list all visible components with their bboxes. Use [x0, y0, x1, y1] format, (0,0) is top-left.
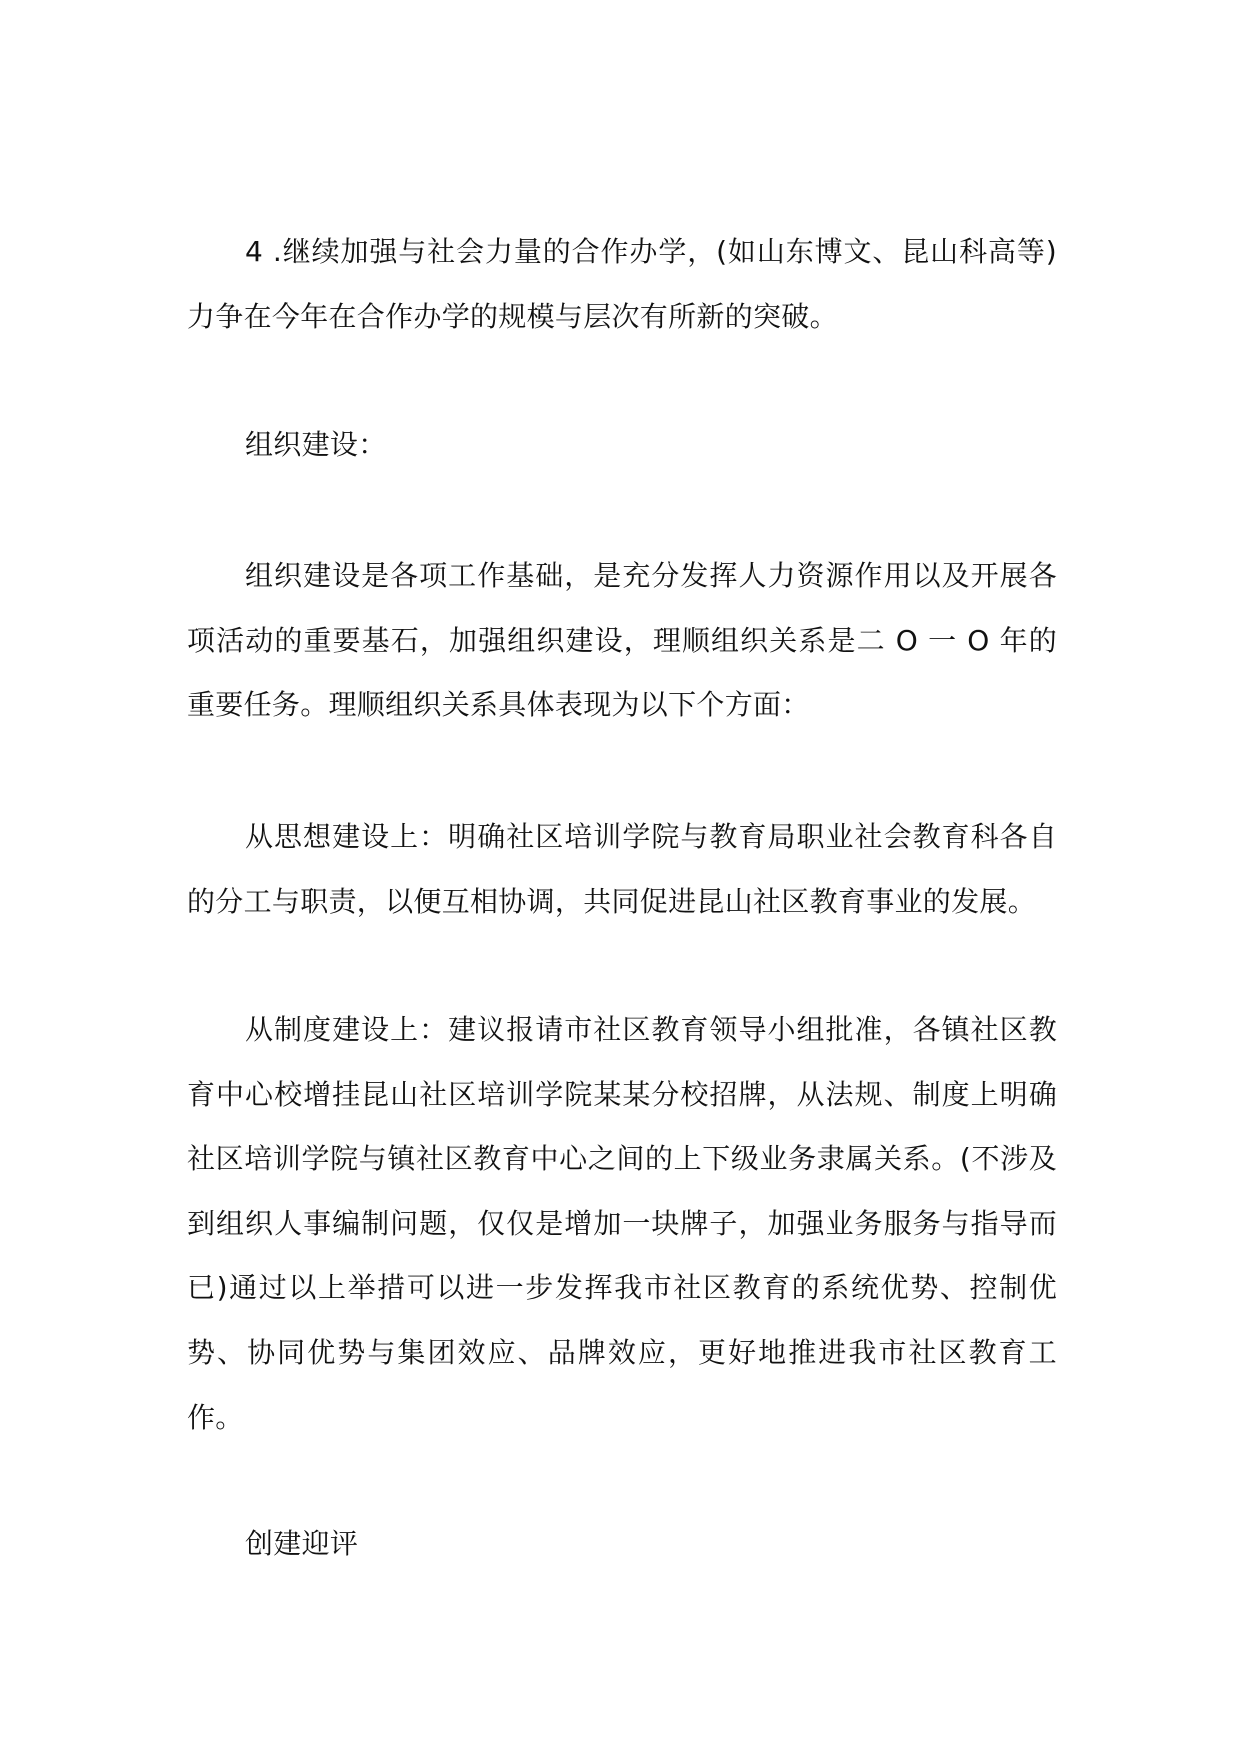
paragraph-ideology-building: 从思想建设上：明确社区培训学院与教育局职业社会教育科各自的分工与职责，以便互相协调，共同促进昆山社区教育事业的发展。 — [187, 820, 1057, 918]
heading-evaluation: 创建迎评 — [245, 1527, 359, 1560]
paragraph-cooperation: 4 .继续加强与社会力量的合作办学，(如山东博文、昆山科高等)力争在今年在合作办学的规模与层次有所新的突破。 — [187, 235, 1057, 333]
paragraph-system-building: 从制度建设上：建议报请市社区教育领导小组批准，各镇社区教育中心校增挂昆山社区培训学院某某分校招牌，从法规、制度上明确社区培训学院与镇社区教育中心之间的上下级业务隶属关系。(不涉及到组织人事编制问题，仅仅是增加一块牌子，加强业务服务与指导而已)通过以上举措可以进一步发挥我市社区教育的系统优势、控制优势、协同优势与集团效应、品牌效应，更好地推进我市社区教育工作。 — [187, 1013, 1057, 1434]
heading-organization-building: 组织建设： — [245, 428, 387, 461]
paragraph-organization-intro: 组织建设是各项工作基础，是充分发挥人力资源作用以及开展各项活动的重要基石，加强组织建设，理顺组织关系是二 O 一 O 年的重要任务。理顺组织关系具体表现为以下个方面： — [187, 559, 1057, 722]
